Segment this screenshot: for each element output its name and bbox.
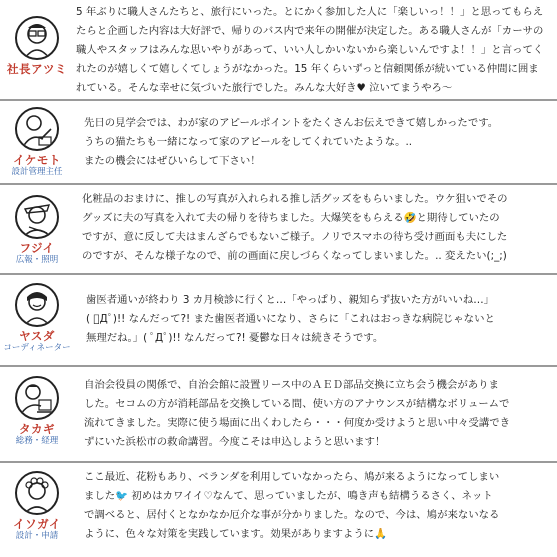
staff-profile xyxy=(0,107,74,178)
staff-role: コーディネーター xyxy=(3,343,71,353)
staff-entry-yasuda xyxy=(0,275,557,365)
staff-comment: 化粧品のおまけに、推しの写真が入れられる推し活グッズをもらいました。ウケ狙いでその グッズに夫の写真を入れて夫の帰りを待ちました。大爆笑をもらえる🤣と期待していたの ですが、意に反して夫はまんざらでもないご様子。ノリでスマホの待ち受け画面も夫にした のですが、そんな様子なので、前の画面に戻しづらくなってしまいました。.. 変えたい(;_;) xyxy=(82,193,508,262)
staff-entry-takagi xyxy=(0,367,557,461)
staff-profile xyxy=(0,195,74,266)
staff-name: イソガイ xyxy=(13,517,61,531)
staff-comment: 歯医者通いが終わり 3 カ月検診に行くと…「やっぱり、親知らず抜いた方がいいね…」 ( ﾟДﾟ)!! なんだって?! また歯医者通いになり、さらに「これはおっきな病院じゃないと 無理だね。」( ﾟДﾟ)!! なんだって?! 憂鬱な日々は続きそうです。 xyxy=(86,294,495,344)
staff-entry-ikemoto xyxy=(0,101,557,183)
staff-name: 社長アツミ xyxy=(7,62,67,76)
staff-profile xyxy=(0,376,74,447)
staff-comment: 自治会役員の関係で、自治会館に設置リース中のＡＥＤ部品交換に立ち会う機会がありま した。セコムの方が消耗部品を交換している間、使い方のアナウンスが結構なボリュームで 流れてきました。実際に使う場面に出くわしたら・・・何度か受けようと思い中々受講でき ずにいた浜松市の救命講習。今度こそは申込しようと思います！ xyxy=(84,379,511,448)
staff-entry-isogai xyxy=(0,463,557,557)
staff-role: 設計管理主任 xyxy=(11,167,63,177)
staff-profile xyxy=(0,283,74,354)
person-smiling-icon xyxy=(15,283,59,327)
staff-role: 総務・経理 xyxy=(15,436,59,446)
staff-name: タカギ xyxy=(19,422,55,436)
staff-comment: 先日の見学会では、わが家のアピールポイントをたくさんお伝えできて嬉しかったです。 うちの猫たちも一緒になって家のアピールをしてくれていたような。.. またの機会にはぜひいらして下さい！ xyxy=(84,117,499,167)
person-with-hat-icon xyxy=(15,195,59,239)
staff-name: イケモト xyxy=(13,153,61,167)
person-with-glasses-icon xyxy=(15,16,59,60)
staff-comment: 5 年ぶりに職人さんたちと、旅行にいった。とにかく参加した人に「楽しいっ！！」と思ってもらえ たらと企画した内容は大好評で、帰りのバス内で来年の開催が決定した。ある職人さんが「カーサの 職人やスタッフはみんな思いやりがあって、いい人しかいないから楽しいんですよ！！」と言ってく れたのが嬉しくて嬉しくてしょうがなかった。15 年くらいずっと信頼関係が続いている仲間に囲ま れている。そんな幸せに気づいた旅行でした。みんな大好き♥ 泣いてまうやろ〜 xyxy=(76,6,544,94)
person-with-curly-hair-icon xyxy=(15,471,59,515)
person-writing-icon xyxy=(15,107,59,151)
person-at-desk-icon xyxy=(15,376,59,420)
staff-role: 広報・照明 xyxy=(15,255,59,265)
staff-profile xyxy=(0,16,74,76)
staff-entry-fujii xyxy=(0,185,557,273)
staff-name: フジイ xyxy=(19,241,55,255)
staff-role: 設計・申請 xyxy=(15,531,59,541)
staff-comment: ここ最近、花粉もあり、ベランダを利用していなかったら、鳩が来るようになってしまい ました🐦 初めはカワイイ♡なんて、思っていましたが、鳴き声も結構うるさく、ネット で調べると、居付くとなかなか厄介な事が分かりました。なので、今は、鳩が来ないなる ように、色々な対策を実践しています。効果がありますように🙏 xyxy=(84,471,500,540)
staff-name: ヤスダ xyxy=(19,329,55,343)
staff-entry-atsumi xyxy=(0,0,557,100)
staff-profile xyxy=(0,471,74,542)
